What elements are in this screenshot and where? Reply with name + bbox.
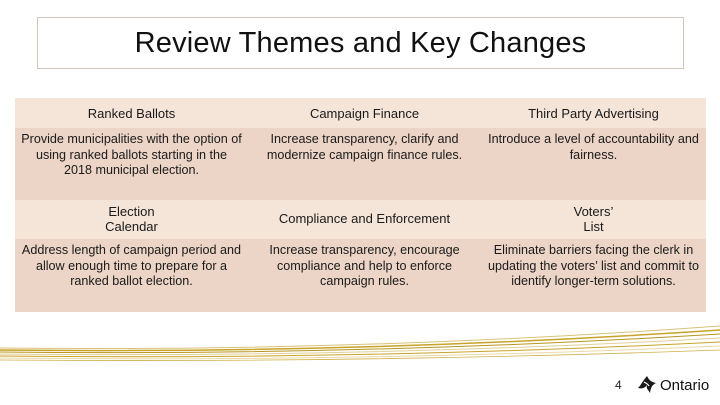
table-cell: [15, 128, 248, 200]
table-header-cell: [15, 98, 248, 128]
cell-text: Compliance and Enforcement: [278, 211, 451, 226]
table-cell: [248, 239, 481, 312]
cell-text: Increase transparency, clarify and modernize campaign finance rules.: [266, 132, 463, 162]
page-number: 4: [615, 378, 622, 392]
cell-text: Eliminate barriers facing the clerk in updating the voters’ list and commit to identify longer-term solutions.: [488, 243, 699, 288]
cell-text: Ranked Ballots: [87, 105, 176, 121]
cell-text: Address length of campaign period and allow enough time to prepare for a ranked ballot election.: [21, 243, 242, 288]
ontario-logo: [636, 372, 716, 398]
cell-text: Third Party Advertising: [528, 105, 659, 121]
title-box: [37, 17, 684, 69]
cell-text: Provide municipalities with the option of using ranked ballots starting in the 2018 municipal election.: [21, 132, 242, 177]
gold-swoosh-decoration: [0, 316, 720, 405]
cell-text: Campaign Finance: [309, 105, 420, 121]
slide-title: Review Themes and Key Changes: [134, 26, 587, 59]
table-header-cell: [248, 200, 481, 239]
cell-text: Increase transparency, encourage compliance and help to enforce campaign rules.: [269, 243, 460, 288]
table-cell: [481, 128, 706, 200]
themes-table: [15, 98, 706, 312]
table-cell: [248, 128, 481, 200]
table-header-cell: [15, 200, 248, 239]
cell-text: Voters’ List: [573, 203, 614, 234]
table-cell: [15, 239, 248, 312]
table-header-cell: [248, 98, 481, 128]
logo-wordmark: Ontario: [660, 376, 710, 394]
table-header-cell: [481, 200, 706, 239]
table-cell: [481, 239, 706, 312]
cell-text: Election Calendar: [105, 203, 158, 234]
table-header-cell: [481, 98, 706, 128]
cell-text: Introduce a level of accountability and fairness.: [488, 132, 699, 162]
ontario-trillium-icon: [636, 374, 658, 396]
